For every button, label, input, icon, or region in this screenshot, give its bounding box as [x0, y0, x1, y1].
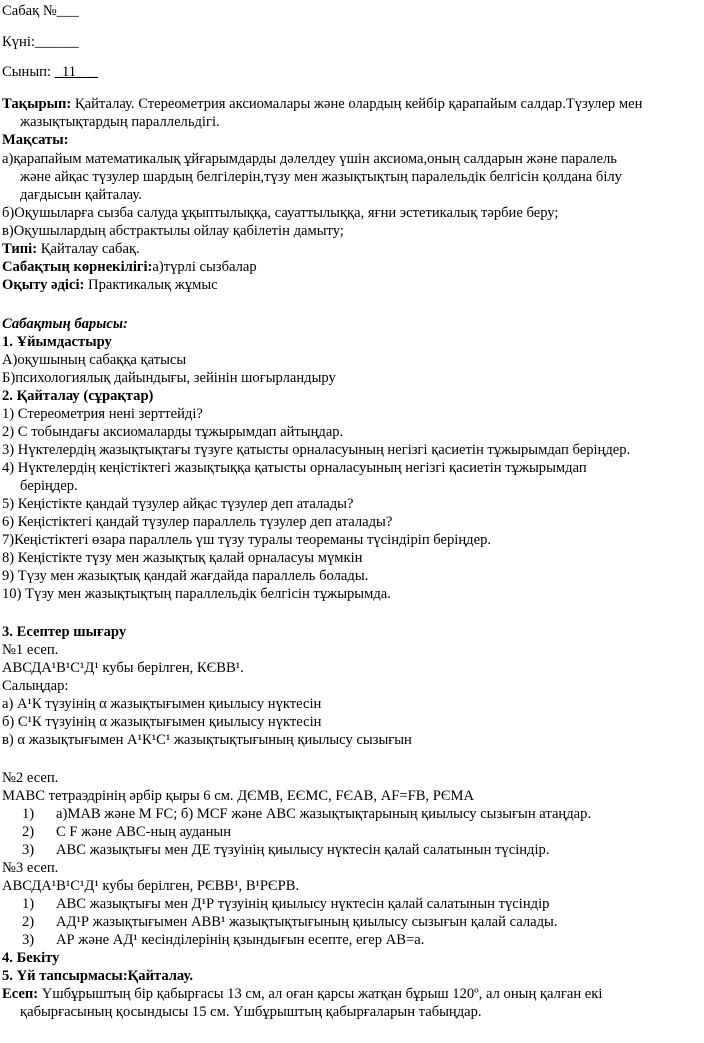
problem-1-item-a: а) А¹К түзуінің α жазықтығымен қиылысу нүктесін	[2, 696, 322, 712]
goals-label: Мақсаты:	[2, 132, 69, 148]
section-2-title: 2. Қайталау (сұрақтар)	[2, 388, 154, 404]
problem-1-build: Салыңдар:	[2, 678, 69, 694]
method-text: Практикалық жұмыс	[84, 277, 218, 293]
problem-1-item-b: б) С¹К түзуінің α жазықтығымен қиылысу нүктесін	[2, 714, 322, 730]
topic-label: Тақырып:	[2, 96, 72, 112]
progress-title: Сабақтың барысы:	[2, 316, 128, 332]
type-text: Қайталау сабақ.	[37, 241, 140, 257]
type-line	[2, 240, 140, 258]
question-1: 1) Стереометрия нені зерттейді?	[2, 406, 203, 422]
class-label: Сынып:	[2, 64, 55, 80]
section-3-title: 3. Есептер шығару	[2, 624, 127, 640]
goal-a-3: дағдысын қайталау.	[20, 187, 142, 203]
goal-b: б)Оқушыларға сызба салуда ұқыптылыққа, сауаттылыққа, яғни эстетикалық тәрбие беру;	[2, 205, 559, 221]
lesson-class	[2, 63, 98, 81]
topic-line	[2, 95, 642, 113]
homework-text: Үшбұрыштың бір қабырғасы 13 см, ал оған қарсы жатқан бұрыш 120º, ал оның қалған екі	[38, 986, 603, 1002]
lesson-day: Күні:______	[2, 34, 79, 50]
question-4-cont: беріңдер.	[20, 478, 78, 494]
visual-label: Сабақтың көрнекілігі:	[2, 259, 153, 275]
problem-1-given: АВСДА¹В¹С¹Д¹ кубы берілген, КЄВВ¹.	[2, 660, 244, 676]
class-value: _11___	[54, 64, 98, 80]
problem-3-item-1: АВС жазықтығы мен Д¹Р түзуінің қиылысу нүктесін қалай салатынын түсіндір	[56, 896, 550, 912]
topic-text: Қайталау. Стереометрия аксиомалары және олардың кейбір қарапайым салдар.Түзулер мен	[71, 96, 643, 112]
problem-3-item-2-number: 2)	[22, 914, 35, 930]
homework-line	[2, 985, 602, 1003]
problem-2-title: №2 есеп.	[2, 770, 59, 786]
homework-line-2: қабырғасының қосындысы 15 см. Үшбұрыштың қабырғаларын табыңдар.	[20, 1004, 482, 1020]
homework-label: Есеп:	[2, 986, 39, 1002]
problem-2-item-1: а)МАВ және М FС; б) МСF және АВС жазықтықтарының қиылысу сызығын атаңдар.	[56, 806, 592, 822]
goal-a-2: және айқас түзулер шардың белгілерін,түзу мен жазықтықтың паралельдік белгісін қолдана білу	[20, 169, 622, 185]
problem-2-given: МАВС тетраэдрінің әрбір қыры 6 см. ДЄМВ, ЕЄМС, FЄАВ, АF=FВ, РЄМА	[2, 788, 474, 804]
problem-3-item-3-number: 3)	[22, 932, 35, 948]
lesson-number: Сабақ №___	[2, 3, 79, 19]
goal-c: в)Оқушылардың абстрактылы ойлау қабілетін дамыту;	[2, 223, 344, 239]
problem-3-title: №3 есеп.	[2, 860, 59, 876]
problem-3-item-2: АД¹Р жазықтығымен АВВ¹ жазықтықтығының қиылысу сызығын қалай салады.	[56, 914, 558, 930]
type-label: Типі:	[2, 241, 38, 257]
problem-2-item-3-number: 3)	[22, 842, 35, 858]
method-label: Оқыту әдісі:	[2, 277, 85, 293]
section-1-b: Б)психологиялық дайындығы, зейінін шоғырландыру	[2, 370, 336, 386]
problem-3-given: АВСДА¹В¹С¹Д¹ кубы берілген, РЄВВ¹, В¹РЄРВ.	[2, 878, 300, 894]
problem-2-item-3: АВС жазықтығы мен ДЕ түзуінің қиылысу нүктесін қалай салатынын түсіндір.	[56, 842, 550, 858]
section-4-title: 4. Бекіту	[2, 950, 60, 966]
section-1-title: 1. Ұйымдастыру	[2, 334, 112, 350]
question-10: 10) Түзу мен жазықтықтың параллельдік белгісін тұжырымда.	[2, 586, 391, 602]
question-2: 2) С тобындағы аксиомаларды тұжырымдап айтыңдар.	[2, 424, 344, 440]
visual-text: а)түрлі сызбалар	[152, 259, 257, 275]
problem-3-item-3: АР және АД¹ кесінділерінің қзындығын есепте, егер АВ=а.	[56, 932, 425, 948]
section-5-title: 5. Үй тапсырмасы:Қайталау.	[2, 968, 193, 984]
problem-2-item-2: С F және АВС-ның ауданын	[56, 824, 232, 840]
question-6: 6) Кеңістіктегі қандай түзулер параллель түзулер деп аталады?	[2, 514, 393, 530]
question-9: 9) Түзу мен жазықтық қандай жағдайда параллель болады.	[2, 568, 369, 584]
goal-a-1: а)қарапайым математикалық ұйғарымдарды дәлелдеу үшін аксиома,оның салдарын және паралель	[2, 151, 617, 167]
visual-line	[2, 258, 257, 276]
question-4: 4) Нүктелердің кеңістіктегі жазықтыққа қатысты орналасуының негізгі қасиетін тұжырымдап	[2, 460, 587, 476]
question-3: 3) Нүктелердің жазықтықтағы түзуге қатысты орналасуының негізгі қасиетін тұжырымдап беріңдер.	[2, 442, 631, 458]
question-7: 7)Кеңістіктегі өзара параллель үш түзу туралы теореманы түсіндіріп беріңдер.	[2, 532, 492, 548]
problem-1-title: №1 есеп.	[2, 642, 59, 658]
question-8: 8) Кеңістікте түзу мен жазықтық қалай орналасуы мүмкін	[2, 550, 363, 566]
problem-2-item-2-number: 2)	[22, 824, 35, 840]
problem-1-item-c: в) α жазықтығымен А¹К¹С¹ жазықтықтығының қиылысу сызығын	[2, 732, 412, 748]
topic-line-2: жазықтықтардың параллельдігі.	[20, 114, 220, 130]
problem-3-item-1-number: 1)	[22, 896, 35, 912]
method-line	[2, 276, 218, 294]
problem-2-item-1-number: 1)	[22, 806, 35, 822]
section-1-a: А)оқушының сабаққа қатысы	[2, 352, 187, 368]
question-5: 5) Кеңістікте қандай түзулер айқас түзулер деп аталады?	[2, 496, 354, 512]
